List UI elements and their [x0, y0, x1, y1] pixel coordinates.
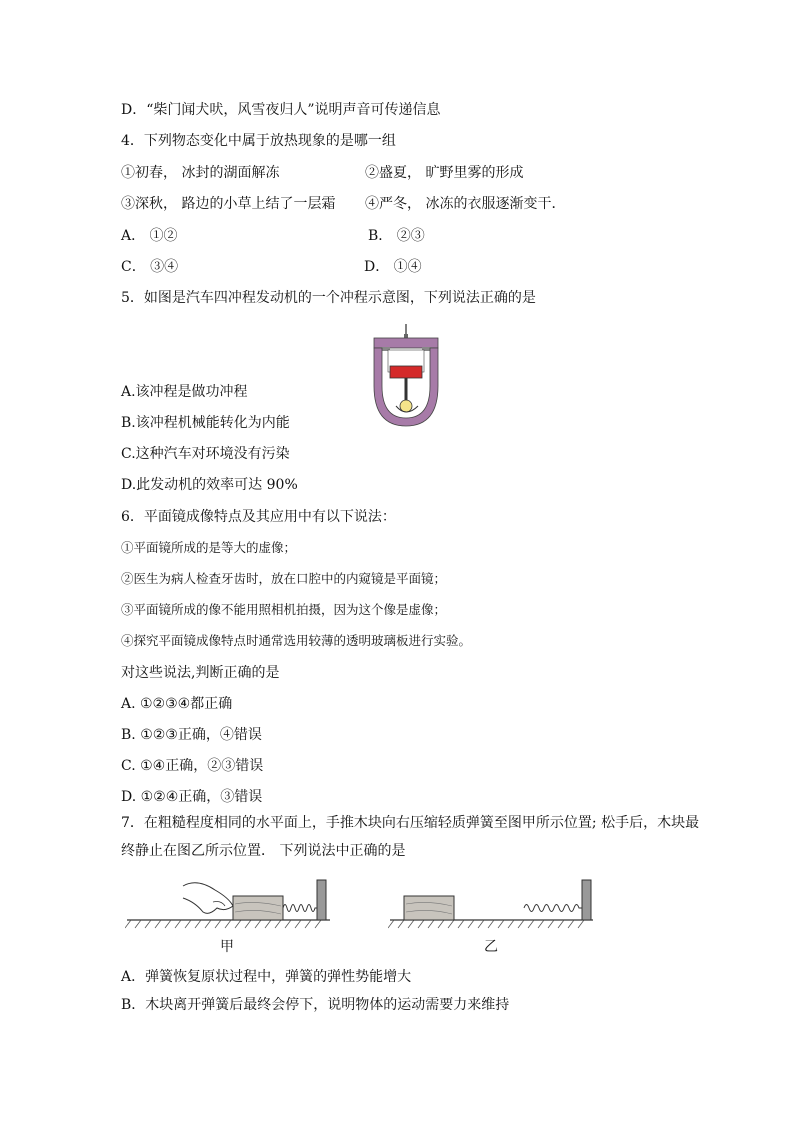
question-7-option-b: B．木块离开弹簧后最终会停下，说明物体的运动需要力来维持: [121, 997, 510, 1013]
figure-label-yi: 乙: [484, 939, 498, 955]
spring-block-figure-yi: [388, 876, 598, 936]
question-5-option-a: A.该冲程是做功冲程: [121, 384, 248, 400]
question-4-item-2: ②盛夏， 旷野里雾的形成: [365, 165, 524, 181]
question-4-stem: 4．下列物态变化中属于放热现象的是哪一组: [121, 133, 396, 149]
question-4-item-1: ①初春， 冰封的湖面解冻: [121, 165, 280, 181]
figure-label-jia: 甲: [220, 939, 234, 955]
question-3-option-d: D．“柴门闻犬吠，风雪夜归人”说明声音可传递信息: [121, 102, 441, 118]
question-5-option-c: C.这种汽车对环境没有污染: [121, 446, 290, 462]
question-6-statement-3: ③平面镜所成的像不能用照相机拍摄，因为这个像是虚像；: [121, 602, 447, 617]
question-4-option-d: D． ①④: [364, 259, 422, 275]
question-6-statement-2: ②医生为病人检查牙齿时，放在口腔中的内窥镜是平面镜；: [121, 571, 447, 586]
engine-stroke-diagram: [366, 322, 446, 428]
question-7-option-a: A．弹簧恢复原状过程中，弹簧的弹性势能增大: [121, 969, 412, 985]
question-6-option-d: D. ①②④正确，③错误: [121, 789, 263, 805]
question-4-option-a: A． ①②: [121, 228, 178, 244]
question-6-prompt: 对这些说法,判断正确的是: [121, 665, 280, 681]
question-5-stem: 5．如图是汽车四冲程发动机的一个冲程示意图，下列说法正确的是: [121, 290, 536, 306]
question-7-stem-line-1: 7．在粗糙程度相同的水平面上，手推木块向右压缩轻质弹簧至图甲所示位置; 松手后，木块最: [121, 815, 700, 831]
question-5-option-d: D.此发动机的效率可达 90%: [121, 477, 298, 493]
question-6-option-b: B. ①②③正确，④错误: [121, 727, 262, 743]
question-6-option-c: C. ①④正确，②③错误: [121, 758, 264, 774]
question-6-option-a: A. ①②③④都正确: [121, 696, 233, 712]
question-6-statement-4: ④探究平面镜成像特点时通常选用较薄的透明玻璃板进行实验。: [121, 633, 472, 648]
question-6-stem: 6．平面镜成像特点及其应用中有以下说法：: [121, 509, 396, 525]
question-6-statement-1: ①平面镜所成的是等大的虚像；: [121, 540, 297, 555]
question-5-option-b: B.该冲程机械能转化为内能: [121, 415, 290, 431]
question-4-item-3: ③深秋， 路边的小草上结了一层霜: [121, 196, 336, 212]
spring-block-figure-jia: [125, 876, 335, 936]
question-7-stem-line-2: 终静止在图乙所示位置． 下列说法中正确的是: [121, 843, 406, 859]
question-4-option-c: C． ③④: [121, 259, 179, 275]
question-4-item-4: ④严冬， 冰冻的衣服逐渐变干．: [365, 196, 566, 212]
question-4-option-b: B． ②③: [368, 228, 425, 244]
